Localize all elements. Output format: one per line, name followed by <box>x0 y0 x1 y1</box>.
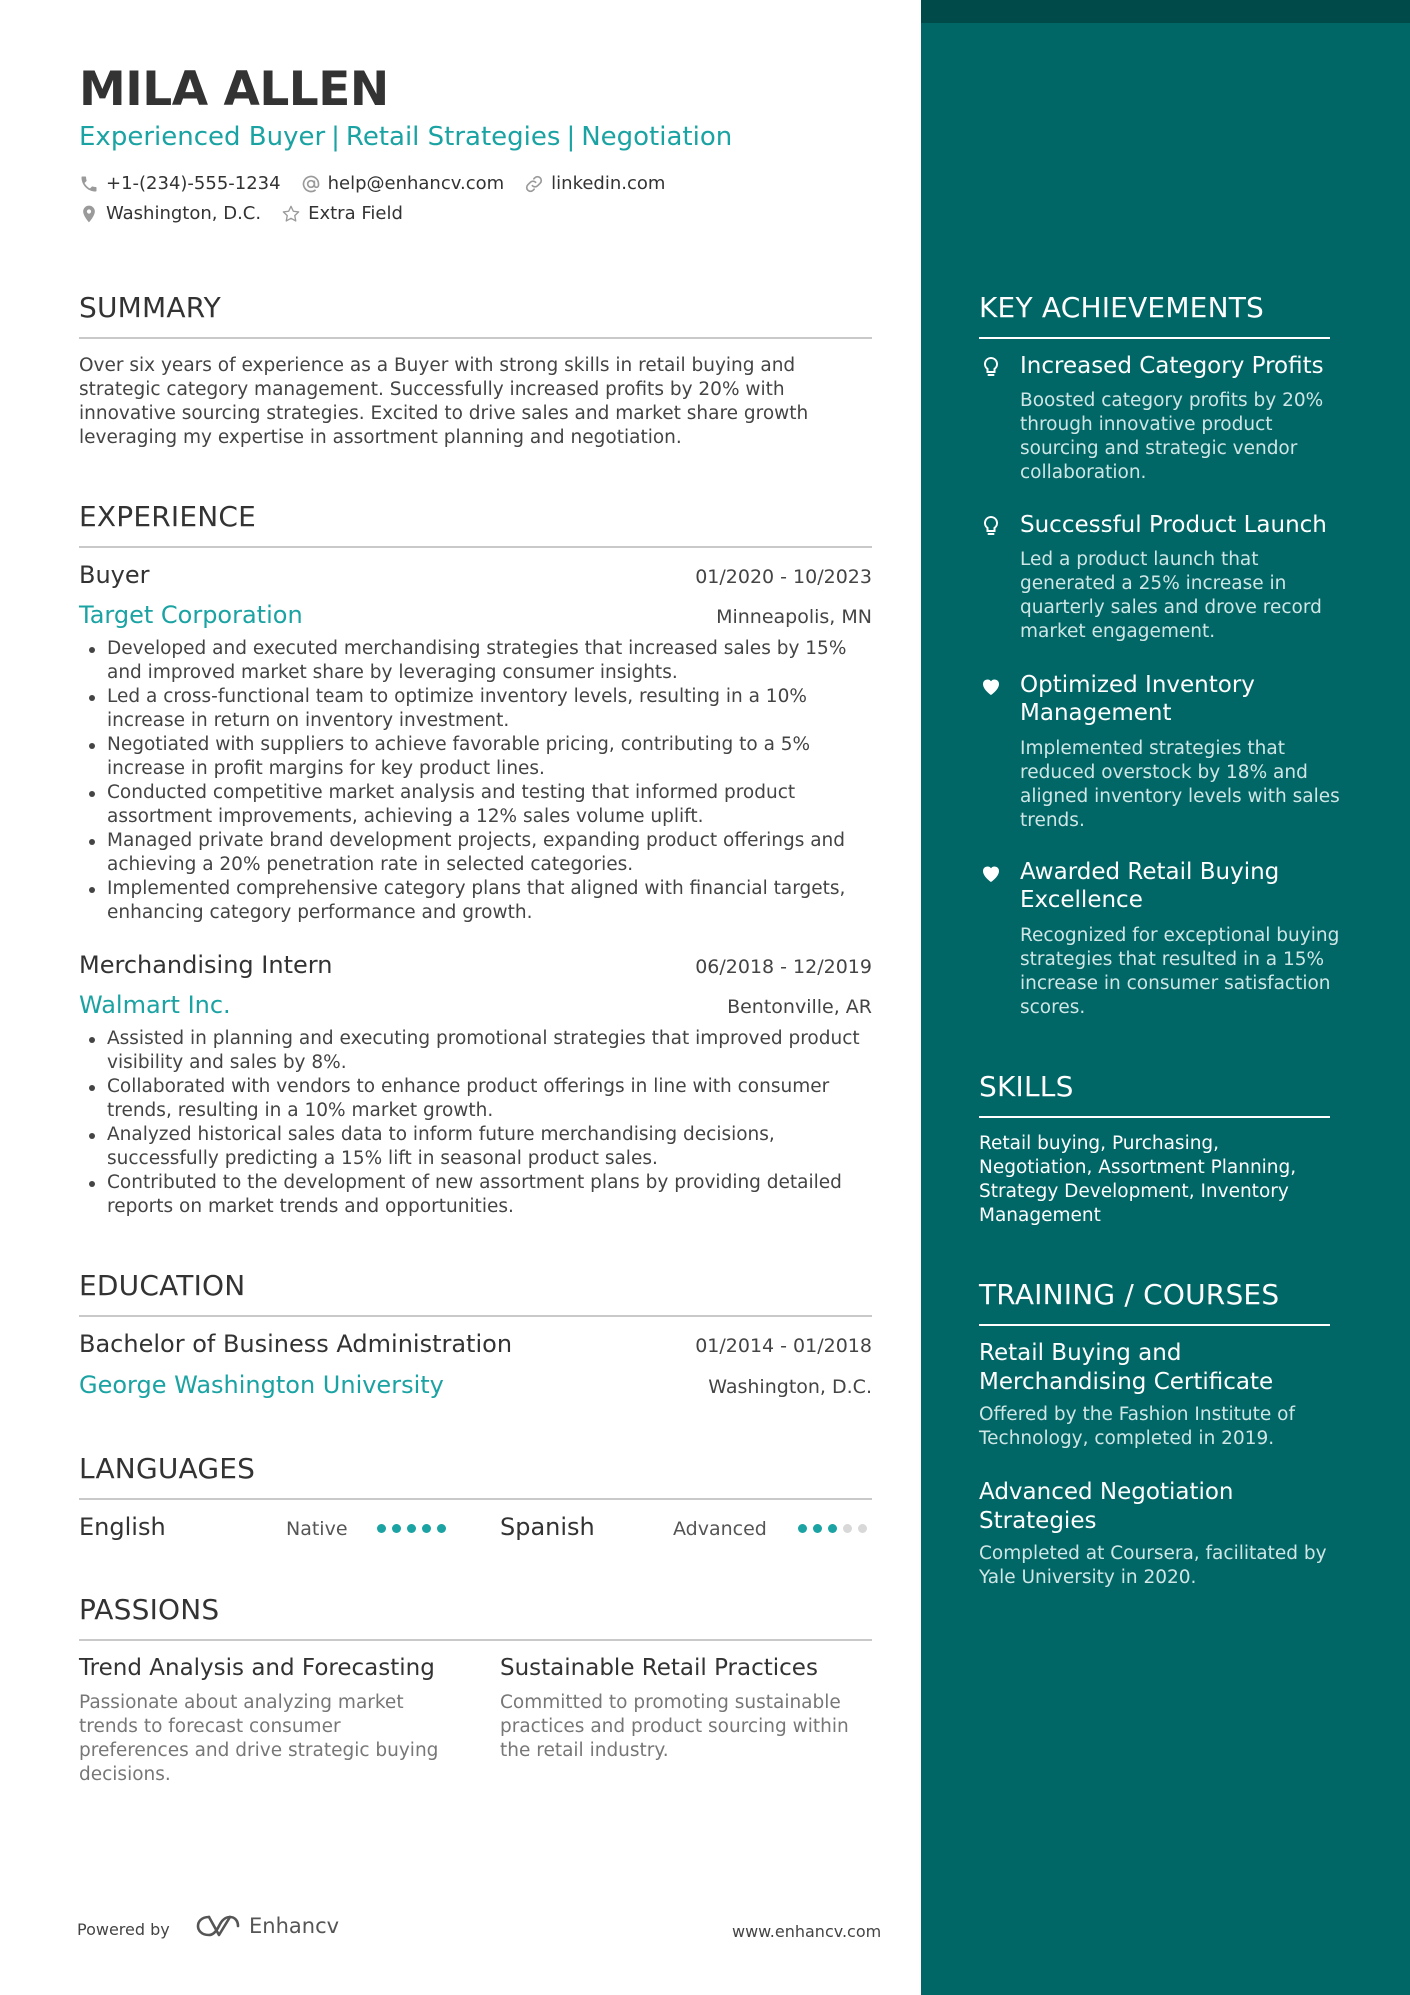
achievement-description: Boosted category profits by 20% through innovative product sourcing and strategic vendor collaboration. <box>1020 390 1324 483</box>
powered-by-label: Powered by <box>77 1920 170 1939</box>
summary-title: SUMMARY <box>79 291 221 324</box>
job-bullet: Managed private brand development projects, expanding product offerings and achieving a 20% penetration rate in selected categories. <box>79 829 879 877</box>
passion-description: Passionate about analyzing market trends to forecast consumer preferences and drive strategic buying decisions. <box>79 1692 439 1785</box>
language-rating <box>377 1524 452 1533</box>
summary-text: Over six years of experience as a Buyer with strong skills in retail buying and strategic category management. Successfully increased profits by 20% with innovative sourcing strategies. Excited to drive sales and market share growth leveraging my expertise in assortment planning and negotiation. <box>79 355 809 448</box>
enhancv-brand-name: Enhancv <box>249 1914 340 1938</box>
job-dates: 01/2020 - 10/2023 <box>695 566 872 588</box>
heart-icon <box>979 861 1003 885</box>
course-title: Retail Buying and Merchandising Certificate <box>979 1340 1274 1395</box>
passion-title: Trend Analysis and Forecasting <box>79 1655 435 1681</box>
headline <box>79 122 732 152</box>
achievements-title: KEY ACHIEVEMENTS <box>979 291 1264 324</box>
job-header <box>79 561 872 589</box>
candidate-name: MILA ALLEN <box>79 62 389 117</box>
lightbulb-icon <box>979 514 1003 538</box>
job-bullet: Led a cross-functional team to optimize inventory levels, resulting in a 10% increase in return on inventory investment. <box>79 685 879 733</box>
language-level: Native <box>286 1518 348 1540</box>
skills-text: Retail buying, Purchasing, Negotiation, Assortment Planning, Strategy Development, Inventory Management <box>979 1133 1297 1226</box>
summary-divider <box>79 337 872 339</box>
job-bullet: Analyzed historical sales data to inform future merchandising decisions, successfully predicting a 15% lift in seasonal product sales. <box>79 1123 879 1171</box>
lightbulb-icon <box>979 355 1003 379</box>
language-name: Spanish <box>500 1513 595 1541</box>
education-location: Washington, D.C. <box>708 1376 872 1398</box>
experience-title: EXPERIENCE <box>79 500 257 533</box>
education-school-row <box>79 1371 872 1399</box>
education-dates: 01/2014 - 01/2018 <box>695 1335 872 1357</box>
job-bullet: Developed and executed merchandising strategies that increased sales by 15% and improved market share by leveraging consumer insights. <box>79 637 879 685</box>
rating-dot-filled <box>798 1524 807 1533</box>
job-bullets <box>79 1027 879 1219</box>
passion-description: Committed to promoting sustainable practices and product sourcing within the retail industry. <box>500 1692 849 1761</box>
languages-divider <box>79 1498 872 1500</box>
rating-dot-filled <box>407 1524 416 1533</box>
rating-dot-filled <box>437 1524 446 1533</box>
course-description: Offered by the Fashion Institute of Technology, completed in 2019. <box>979 1404 1295 1449</box>
achievement-description: Recognized for exceptional buying strategies that resulted in a 15% increase in consumer satisfaction scores. <box>1020 925 1340 1018</box>
job-company-row <box>79 991 872 1019</box>
rating-dot-filled <box>813 1524 822 1533</box>
passions-title: PASSIONS <box>79 1593 220 1626</box>
rating-dot-empty <box>843 1524 852 1533</box>
enhancv-logo[interactable] <box>195 1913 339 1939</box>
headline-part: Experienced Buyer <box>79 122 326 152</box>
rating-dot-filled <box>422 1524 431 1533</box>
linkedin-text: linkedin.com <box>551 173 666 194</box>
job-bullets <box>79 637 879 925</box>
extra-field-text: Extra Field <box>308 203 403 224</box>
job-location: Bentonville, AR <box>727 996 872 1018</box>
achievement-title: Increased Category Profits <box>1020 353 1324 379</box>
phone-text: +1-(234)-555-1234 <box>106 173 281 194</box>
contact-row <box>79 203 423 224</box>
education-divider <box>79 1315 872 1317</box>
job-company: Walmart Inc. <box>79 991 231 1019</box>
job-role: Buyer <box>79 561 150 589</box>
rating-dot-filled <box>377 1524 386 1533</box>
job-header <box>79 951 872 979</box>
passions-divider <box>79 1639 872 1641</box>
job-bullet: Conducted competitive market analysis and testing that informed product assortment improvements, achieving a 12% sales volume uplift. <box>79 781 879 829</box>
achievements-divider <box>979 337 1330 339</box>
course-description: Completed at Coursera, facilitated by Yale University in 2020. <box>979 1543 1327 1588</box>
education-school: George Washington University <box>79 1371 444 1399</box>
achievement-title: Optimized Inventory Management <box>1020 672 1255 726</box>
education-header <box>79 1330 872 1358</box>
location-pin-icon <box>79 204 99 224</box>
headline-part: Retail Strategies <box>345 122 561 152</box>
contact-email[interactable] <box>301 173 505 194</box>
job-location: Minneapolis, MN <box>716 606 872 628</box>
experience-divider <box>79 546 872 548</box>
skills-title: SKILLS <box>979 1070 1074 1103</box>
job-role: Merchandising Intern <box>79 951 333 979</box>
achievement-title: Successful Product Launch <box>1020 512 1327 538</box>
contact-row <box>79 173 685 194</box>
training-title: TRAINING / COURSES <box>979 1278 1280 1311</box>
language-rating <box>798 1524 873 1533</box>
achievement-title: Awarded Retail Buying Excellence <box>1020 859 1280 913</box>
link-icon <box>524 174 544 194</box>
course-title: Advanced Negotiation Strategies <box>979 1479 1234 1534</box>
at-icon <box>301 174 321 194</box>
achievement-description: Led a product launch that generated a 25% increase in quarterly sales and drove record market engagement. <box>1020 549 1322 642</box>
star-icon <box>281 204 301 224</box>
sidebar-top-band <box>921 0 1410 23</box>
rating-dot-empty <box>858 1524 867 1533</box>
contact-extra <box>281 203 403 224</box>
phone-icon <box>79 174 99 194</box>
job-dates: 06/2018 - 12/2019 <box>695 956 872 978</box>
heart-icon <box>979 674 1003 698</box>
job-company: Target Corporation <box>79 601 303 629</box>
headline-separator: | <box>331 122 340 152</box>
contact-linkedin[interactable] <box>524 173 665 194</box>
achievement-description: Implemented strategies that reduced overstock by 18% and aligned inventory levels with sales trends. <box>1020 738 1340 831</box>
job-bullet: Collaborated with vendors to enhance product offerings in line with consumer trends, resulting in a 10% market growth. <box>79 1075 879 1123</box>
contact-phone <box>79 173 281 194</box>
job-bullet: Negotiated with suppliers to achieve favorable pricing, contributing to a 5% increase in profit margins for key product lines. <box>79 733 879 781</box>
enhancv-logo-icon <box>195 1913 241 1939</box>
email-text: help@enhancv.com <box>327 173 505 194</box>
location-text: Washington, D.C. <box>106 203 262 224</box>
languages-title: LANGUAGES <box>79 1452 256 1485</box>
headline-separator: | <box>566 122 576 152</box>
job-bullet: Contributed to the development of new assortment plans by providing detailed reports on market trends and opportunities. <box>79 1171 879 1219</box>
headline-part: Negotiation <box>581 122 733 152</box>
job-bullet: Assisted in planning and executing promotional strategies that improved product visibility and sales by 8%. <box>79 1027 879 1075</box>
footer-url[interactable]: www.enhancv.com <box>732 1922 882 1941</box>
training-divider <box>979 1324 1330 1326</box>
rating-dot-filled <box>392 1524 401 1533</box>
job-company-row <box>79 601 872 629</box>
passion-title: Sustainable Retail Practices <box>500 1655 818 1681</box>
language-name: English <box>79 1513 166 1541</box>
job-bullet: Implemented comprehensive category plans that aligned with financial targets, enhancing category performance and growth. <box>79 877 879 925</box>
contact-location <box>79 203 261 224</box>
skills-divider <box>979 1116 1330 1118</box>
education-degree: Bachelor of Business Administration <box>79 1330 513 1358</box>
language-level: Advanced <box>673 1518 767 1540</box>
education-title: EDUCATION <box>79 1269 246 1302</box>
rating-dot-filled <box>828 1524 837 1533</box>
